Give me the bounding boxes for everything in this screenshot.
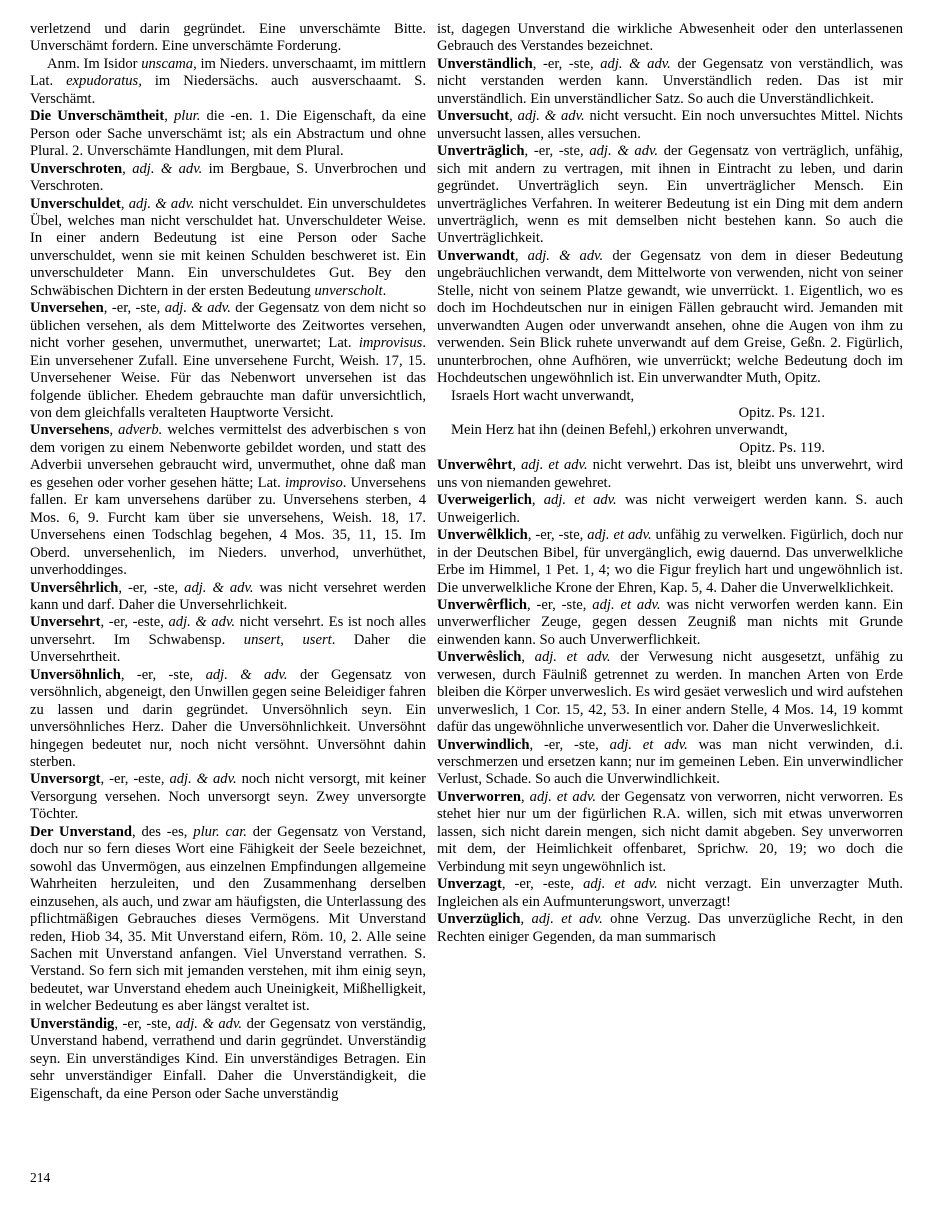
grammar-label: adj. et adv.	[543, 492, 617, 509]
entry-text: , des -es,	[132, 823, 194, 840]
headword: Unverzagt	[437, 876, 502, 893]
entry-text: , -er, -este,	[100, 771, 170, 788]
dictionary-entry	[30, 1016, 426, 1103]
dictionary-entry	[30, 300, 426, 422]
entry-text: die -en. 1. Die Eigenschaft, da eine Person oder Sache unverschämt ist; als ein Abstractum und ohne Plural. 2. Unverschämte Handlungen, mit dem Plural.	[30, 108, 426, 160]
grammar-label: adj. & adv.	[175, 1015, 243, 1032]
entry-text: was nicht verweigert werden kann. S. auch Unweigerlich.	[437, 492, 904, 526]
grammar-label: adj. & adv.	[169, 771, 237, 788]
headword: Unversehen	[30, 300, 104, 317]
headword: Unverständlich	[437, 55, 533, 72]
entry-text: , -er, -este,	[501, 876, 584, 893]
grammar-label: adj. et adv.	[592, 596, 661, 613]
grammar-label: adj. et adv.	[529, 788, 597, 805]
entry-text: nicht versehrt. Es ist noch alles unversehrt. Im Schwabensp.	[30, 614, 426, 648]
entry-text: nicht verwehrt. Das ist, bleibt uns unverwehrt, wird uns von niemanden gewehret.	[437, 457, 904, 491]
headword: Unversehrt	[30, 614, 101, 631]
grammar-label: unsert, usert	[243, 631, 332, 648]
headword: Unverschuldet	[30, 195, 121, 212]
entry-text: Opitz. Ps. 121.	[738, 404, 825, 421]
dictionary-entry	[437, 597, 903, 649]
verse-line	[437, 388, 903, 405]
entry-text: , -er, -ste,	[529, 736, 610, 753]
headword: Unverschroten	[30, 160, 123, 177]
entry-text: der Gegensatz von verträglich, unfähig, sich mit andern zu vertragen, mit ihnen in Eintracht zu leben, und darin gegründet. Unverträglich seyn. Ein unverträglicher Mensch. Ein unverträgliches Verfahren. In weiterer Bedeutung ist ein Ding mit dem andern unverträglich, wenn es mit demselben nicht bestehen kann. So auch die Unverträglichkeit.	[437, 143, 903, 247]
grammar-label: adj. et adv.	[583, 876, 658, 893]
entry-text: ,	[531, 492, 544, 509]
grammar-label: adj. & adv.	[600, 55, 671, 72]
dictionary-entry	[30, 580, 426, 615]
headword: Unversorgt	[30, 771, 101, 788]
entry-text: nicht verzagt. Ein unverzagter Muth. Ingleichen als ein Aufmunterungswort, unverzagt!	[437, 876, 903, 910]
headword: Unverwêrflich	[437, 596, 527, 613]
dictionary-entry	[30, 196, 426, 301]
headword: Der Unverstand	[30, 823, 133, 840]
entry-text: der Gegensatz von versöhnlich, abgeneigt, den Unwillen gegen seine Beleidiger fahren zu lassen und darin gegründet. Unversöhnlich seyn. Ein unversöhnliches Herz. Daher die Unversöhnlichkeit. Unversöhnt hingegen bedeutet nur, noch nicht versöhnt. Unversöhnt dahin sterben.	[30, 666, 426, 771]
entry-text: ohne Verzug. Das unverzügliche Recht, in den Rechten einiger Gegenden, da man summarisch	[437, 911, 903, 945]
headword: Unverzüglich	[437, 911, 521, 928]
dictionary-entry	[30, 667, 426, 772]
dictionary-entry	[437, 649, 903, 736]
grammar-label: adj. et adv.	[534, 649, 611, 666]
grammar-label: adverb.	[118, 422, 163, 439]
grammar-label: unscama,	[141, 55, 197, 72]
grammar-label: adj. et adv.	[587, 527, 652, 544]
headword: Unverwindlich	[437, 736, 530, 753]
entry-text: Opitz. Ps. 119.	[739, 439, 825, 456]
entry-text: der Gegensatz von dem in dieser Bedeutung ungebräuchlichen verwandt, dem Mittelworte von verwenden, nicht von seiner Stelle, nicht von seinem Platze gewandt, wie unverrückt. 1. Eigentlich, wo es doch im Hochdeutschen nur in einigen Fällen gebraucht wird. Jemanden mit unverwandten Augen oder unverwandt ansehen, ohne die Augen von ihm zu verwenden. Sein Blick ruhete unverwandt auf dem Greise, Geßn. 2. Figürlich, ununterbrochen, ohne Aufhören, wie unverrückt; welche Bedeutung doch im Hochdeutschen ungewöhnlich ist. Ein unverwandter Muth, Opitz.	[437, 247, 904, 387]
entry-text: unfähig zu verwelken. Figürlich, doch nur in der Deutschen Bibel, für unvergänglich, ewig dauernd. Das unverwelkliche Erbe im Himmel, 1 Pet. 1, 4; wo die Figur freylich hart und ungewöhnlich ist. Die unverwelkliche Krone der Ehren, Kap. 5, 4. Daher die Unverwelklichkeit.	[437, 527, 903, 596]
entry-text: ist, dagegen Unverstand die wirkliche Abwesenheit oder den unterlassenen Gebrauch des Verstandes bezeichnet.	[437, 21, 903, 55]
entry-text: , -er, -ste,	[527, 527, 588, 544]
verse-attribution	[437, 405, 903, 422]
grammar-label: plur.	[173, 108, 201, 125]
entry-text: .	[382, 282, 387, 299]
grammar-label: adj. & adv.	[589, 143, 659, 160]
dictionary-entry	[437, 108, 903, 143]
dictionary-entry	[437, 143, 903, 248]
entry-text: ,	[520, 911, 532, 928]
entry-text: ,	[164, 108, 174, 125]
headword: Unverwêhrt	[437, 457, 513, 474]
grammar-label: adj. & adv.	[164, 300, 231, 317]
dictionary-entry	[30, 771, 426, 823]
entry-text: , -er, -ste,	[114, 1015, 176, 1032]
grammar-label: adj. et adv.	[521, 457, 588, 474]
entry-text: ,	[120, 195, 129, 212]
entry-text: im Bergbaue, S. Unverbrochen und Verschroten.	[30, 160, 426, 195]
entry-text: der Gegensatz von Verstand, doch nur so fern dieses Wort eine Fähigkeit der Seele bezeichnet, sowohl das Unvermögen, aus einzelnen Empfindungen allgemeine Wahrheiten herzuleiten, und den Zusammenhang derselben einzusehen, als auch, und zwar am häufigsten, die Unterlassung des pflichtmäßigen Gebrauches dieses Vermögens. Mit Unverstand reden, Hiob 34, 35. Mit Unverstand eifern, Röm. 10, 2. Alle seine Sachen mit Unverstand anfangen. Viel Unverstand verrathen. S. Verstand. So fern sich mit jemanden verstehen, mit ihm einig seyn, bedeutet, war Unverstand ehedem auch Uneinigkeit, Mißhelligkeit, in welcher Bedeutung es aber längst veraltet ist.	[30, 823, 426, 1015]
dictionary-entry	[437, 911, 903, 946]
entry-text: der Gegensatz von verständig, Unverstand habend, verrathend und darin gegründet. Unverständig seyn. Ein unverständiges Kind. Ein unverständiges Betragen. Ein sehr unverständiger Einfall. Daher die Unverständigkeit, die Eigenschaft, da eine Person oder Sache unverständig	[30, 1015, 426, 1102]
dictionary-entry	[437, 527, 903, 597]
headword: Unversucht	[437, 108, 510, 125]
entry-text: welches vermittelst des adverbischen s von dem vorigen zu einem Nebenworte gebildet worden, und statt des Adverbii unversehen gebraucht wird, unvermuthet, ohne daß man es gesehen oder vorher gesehen hätte; Lat.	[30, 422, 426, 491]
entry-text: , -er, -ste,	[118, 579, 185, 596]
dictionary-entry	[30, 824, 426, 1016]
entry-text: Israels Hort wacht unverwandt,	[451, 387, 635, 404]
entry-text: ,	[512, 457, 522, 474]
headword: Unverwandt	[437, 247, 515, 264]
entry-text: ,	[521, 788, 530, 805]
entry-text: . Daher die Unversehrtheit.	[30, 631, 426, 666]
grammar-label: plur. car.	[193, 823, 247, 840]
headword: Unverworren	[437, 788, 522, 805]
entry-text: im Nieders. unverschaamt, im mittlern Lat.	[30, 55, 426, 90]
entry-text: ,	[109, 422, 119, 439]
grammar-label: adj. & adv.	[132, 160, 203, 177]
entry-text: der Gegensatz von dem nicht so üblichen versehen, als dem Mittelworte des Zeitwortes versehen, nicht vorher gesehen, unvermuthet, unerwartet; Lat.	[30, 300, 426, 352]
entry-text: nicht verschuldet. Ein unverschuldetes Übel, welches man nicht verschuldet hat. Unverschuldeter Weise. In einer andern Bedeutung ist eine Person oder Sache unverschuldet, wenn sie mit keinen Schulden beschweret ist. Ein unverschuldeter Mann. Ein unverschuldetes Gut. Bey den Schwäbischen Dichtern in der ersten Bedeutung	[30, 195, 427, 299]
grammar-label: improvisus	[358, 335, 423, 352]
dictionary-entry	[437, 876, 903, 911]
headword: Unversêhrlich	[30, 579, 119, 596]
grammar-label: adj. et adv.	[609, 736, 688, 753]
text-columns	[30, 21, 903, 1103]
entry-text: , -er, -ste,	[103, 300, 165, 317]
left-column	[30, 21, 426, 1103]
headword: Unverwêlklich	[437, 527, 528, 544]
continuation-paragraph	[30, 21, 426, 56]
entry-text: was nicht versehret werden kann und darf. Daher die Unversehrlichkeit.	[30, 579, 426, 613]
entry-text: , -er, -ste,	[526, 596, 593, 613]
entry-text: , -er, -este,	[100, 614, 169, 631]
dictionary-entry	[437, 737, 903, 789]
entry-text: was nicht verworfen werden kann. Ein unverwerflicher Zeuge, gegen dessen Zeugniß man nichts mit Grunde einwenden kann. So auch Unverwerflichkeit.	[437, 596, 904, 648]
headword: Unversöhnlich	[30, 666, 121, 683]
verse-line	[437, 422, 903, 439]
entry-text: . Unversehens fallen. Er kam unversehens darüber zu. Unversehens sterben, 4 Mos. 6, 9. Furcht kam über sie unversehens, Weish. 18, 17. Unversehens einen Todschlag begehen, 4 Mos. 35, 11, 15. Im Oberd. unversehenlich, im Nieders. unverhod, unverhüthet, unverhoddinges.	[30, 474, 426, 579]
headword: Uverweigerlich	[437, 492, 532, 509]
dictionary-entry	[30, 108, 426, 160]
grammar-label: improviso	[284, 474, 343, 491]
dictionary-entry	[437, 56, 903, 108]
dictionary-entry	[437, 789, 903, 876]
annotation-paragraph	[30, 56, 426, 108]
entry-text: verletzend und darin gegründet. Eine unverschämte Bitte. Unverschämt fordern. Eine unverschämte Forderung.	[30, 21, 426, 55]
grammar-label: adj. & adv.	[527, 247, 604, 264]
dictionary-entry	[30, 614, 426, 666]
headword: Unversehens	[30, 422, 110, 439]
grammar-label: adj. & adv.	[205, 666, 288, 683]
entry-text: . Ein unversehener Zufall. Eine unversehene Furcht, Weish. 17, 15. Unversehener Weise. Für das Nebenwort unversehen ist das folgende üblicher. Ehedem gebrauchte man dafür unversichtlich, von dem gleichfalls veralteten Hauptworte Versicht.	[30, 335, 426, 421]
grammar-label: adj. & adv.	[128, 195, 195, 212]
dictionary-entry	[437, 457, 903, 492]
dictionary-entry	[30, 161, 426, 196]
entry-text: was man nicht verwinden, d.i. verschmerzen und ersetzen kann; nur im gemeinen Leben. Ein unverwindlicher Verlust, Schade. So auch die Unverwindlichkeit.	[437, 736, 904, 788]
entry-text: ,	[122, 160, 133, 177]
entry-text: , -er, -ste,	[532, 55, 601, 72]
grammar-label: adj. & adv.	[517, 108, 585, 125]
right-column	[437, 21, 903, 1103]
grammar-label: adj. & adv.	[184, 579, 254, 596]
headword: Unverträglich	[437, 143, 525, 160]
headword: Unverständig	[30, 1015, 115, 1032]
headword: Die Unverschämtheit	[30, 108, 165, 125]
grammar-label: adj. et adv.	[531, 911, 603, 928]
entry-text: ,	[521, 649, 535, 666]
entry-text: , -er, -ste,	[524, 143, 590, 160]
entry-text: nicht versucht. Ein noch unversuchtes Mittel. Nichts unversucht lassen, alles versuchen.	[437, 108, 903, 142]
continuation-paragraph	[437, 21, 903, 56]
dictionary-entry	[437, 248, 903, 388]
entry-text: , -er, -ste,	[120, 666, 206, 683]
entry-text: ,	[509, 108, 518, 125]
grammar-label: expudoratus,	[66, 73, 142, 90]
verse-attribution	[437, 440, 903, 457]
entry-text: der Gegensatz von verworren, nicht verworren. Es stehet hier nur um der figürlichen R.A. willen, sich mit etwas unverworren lassen, sich nicht darein mengen, sich nicht damit abgeben. Sey unverworren mit dem, der Heimlichkeit offenbaret, Sprichw. 20, 19; wo doch die Verbindung mit seyn ungewöhnlich ist.	[437, 788, 903, 875]
entry-text: ,	[514, 247, 528, 264]
grammar-label: unverscholt	[314, 282, 383, 299]
dictionary-entry	[437, 492, 903, 527]
entry-text: Mein Herz hat ihn (deinen Befehl,) erkohren unverwandt,	[451, 422, 788, 439]
entry-text: der Gegensatz von verständlich, was nicht verstanden werden kann. Unverständlich reden. Das ist mir unverständlich. Ein unverständlicher Satz. So auch die Unverständlichkeit.	[437, 55, 903, 107]
page-number: 214	[30, 1170, 51, 1185]
entry-text: Anm. Im Isidor	[47, 55, 142, 72]
entry-text: noch nicht versorgt, mit keiner Versorgung versehen. Noch unversorgt seyn. Zwey unversorgte Töchter.	[30, 771, 426, 823]
dictionary-entry	[30, 422, 426, 579]
entry-text: der Verwesung nicht ausgesetzt, unfähig zu verwesen, durch Fäulniß getrennet zu werden. In manchen Arten von Erde bleiben die Körper unverweslich. Es wird gesäet verweslich und wird aufstehen unverweslich, 1 Cor. 15, 42, 53. In einer andern Stelle, 4 Mos. 14, 19 kommt dafür das ungewöhnliche unverwesentlich vor. Daher die Unverweslichkeit.	[437, 649, 903, 736]
grammar-label: adj. & adv.	[168, 614, 235, 631]
entry-text: im Niedersächs. auch ausverschaamt. S. Verschämt.	[30, 73, 426, 107]
headword: Unverwêslich	[437, 649, 522, 666]
